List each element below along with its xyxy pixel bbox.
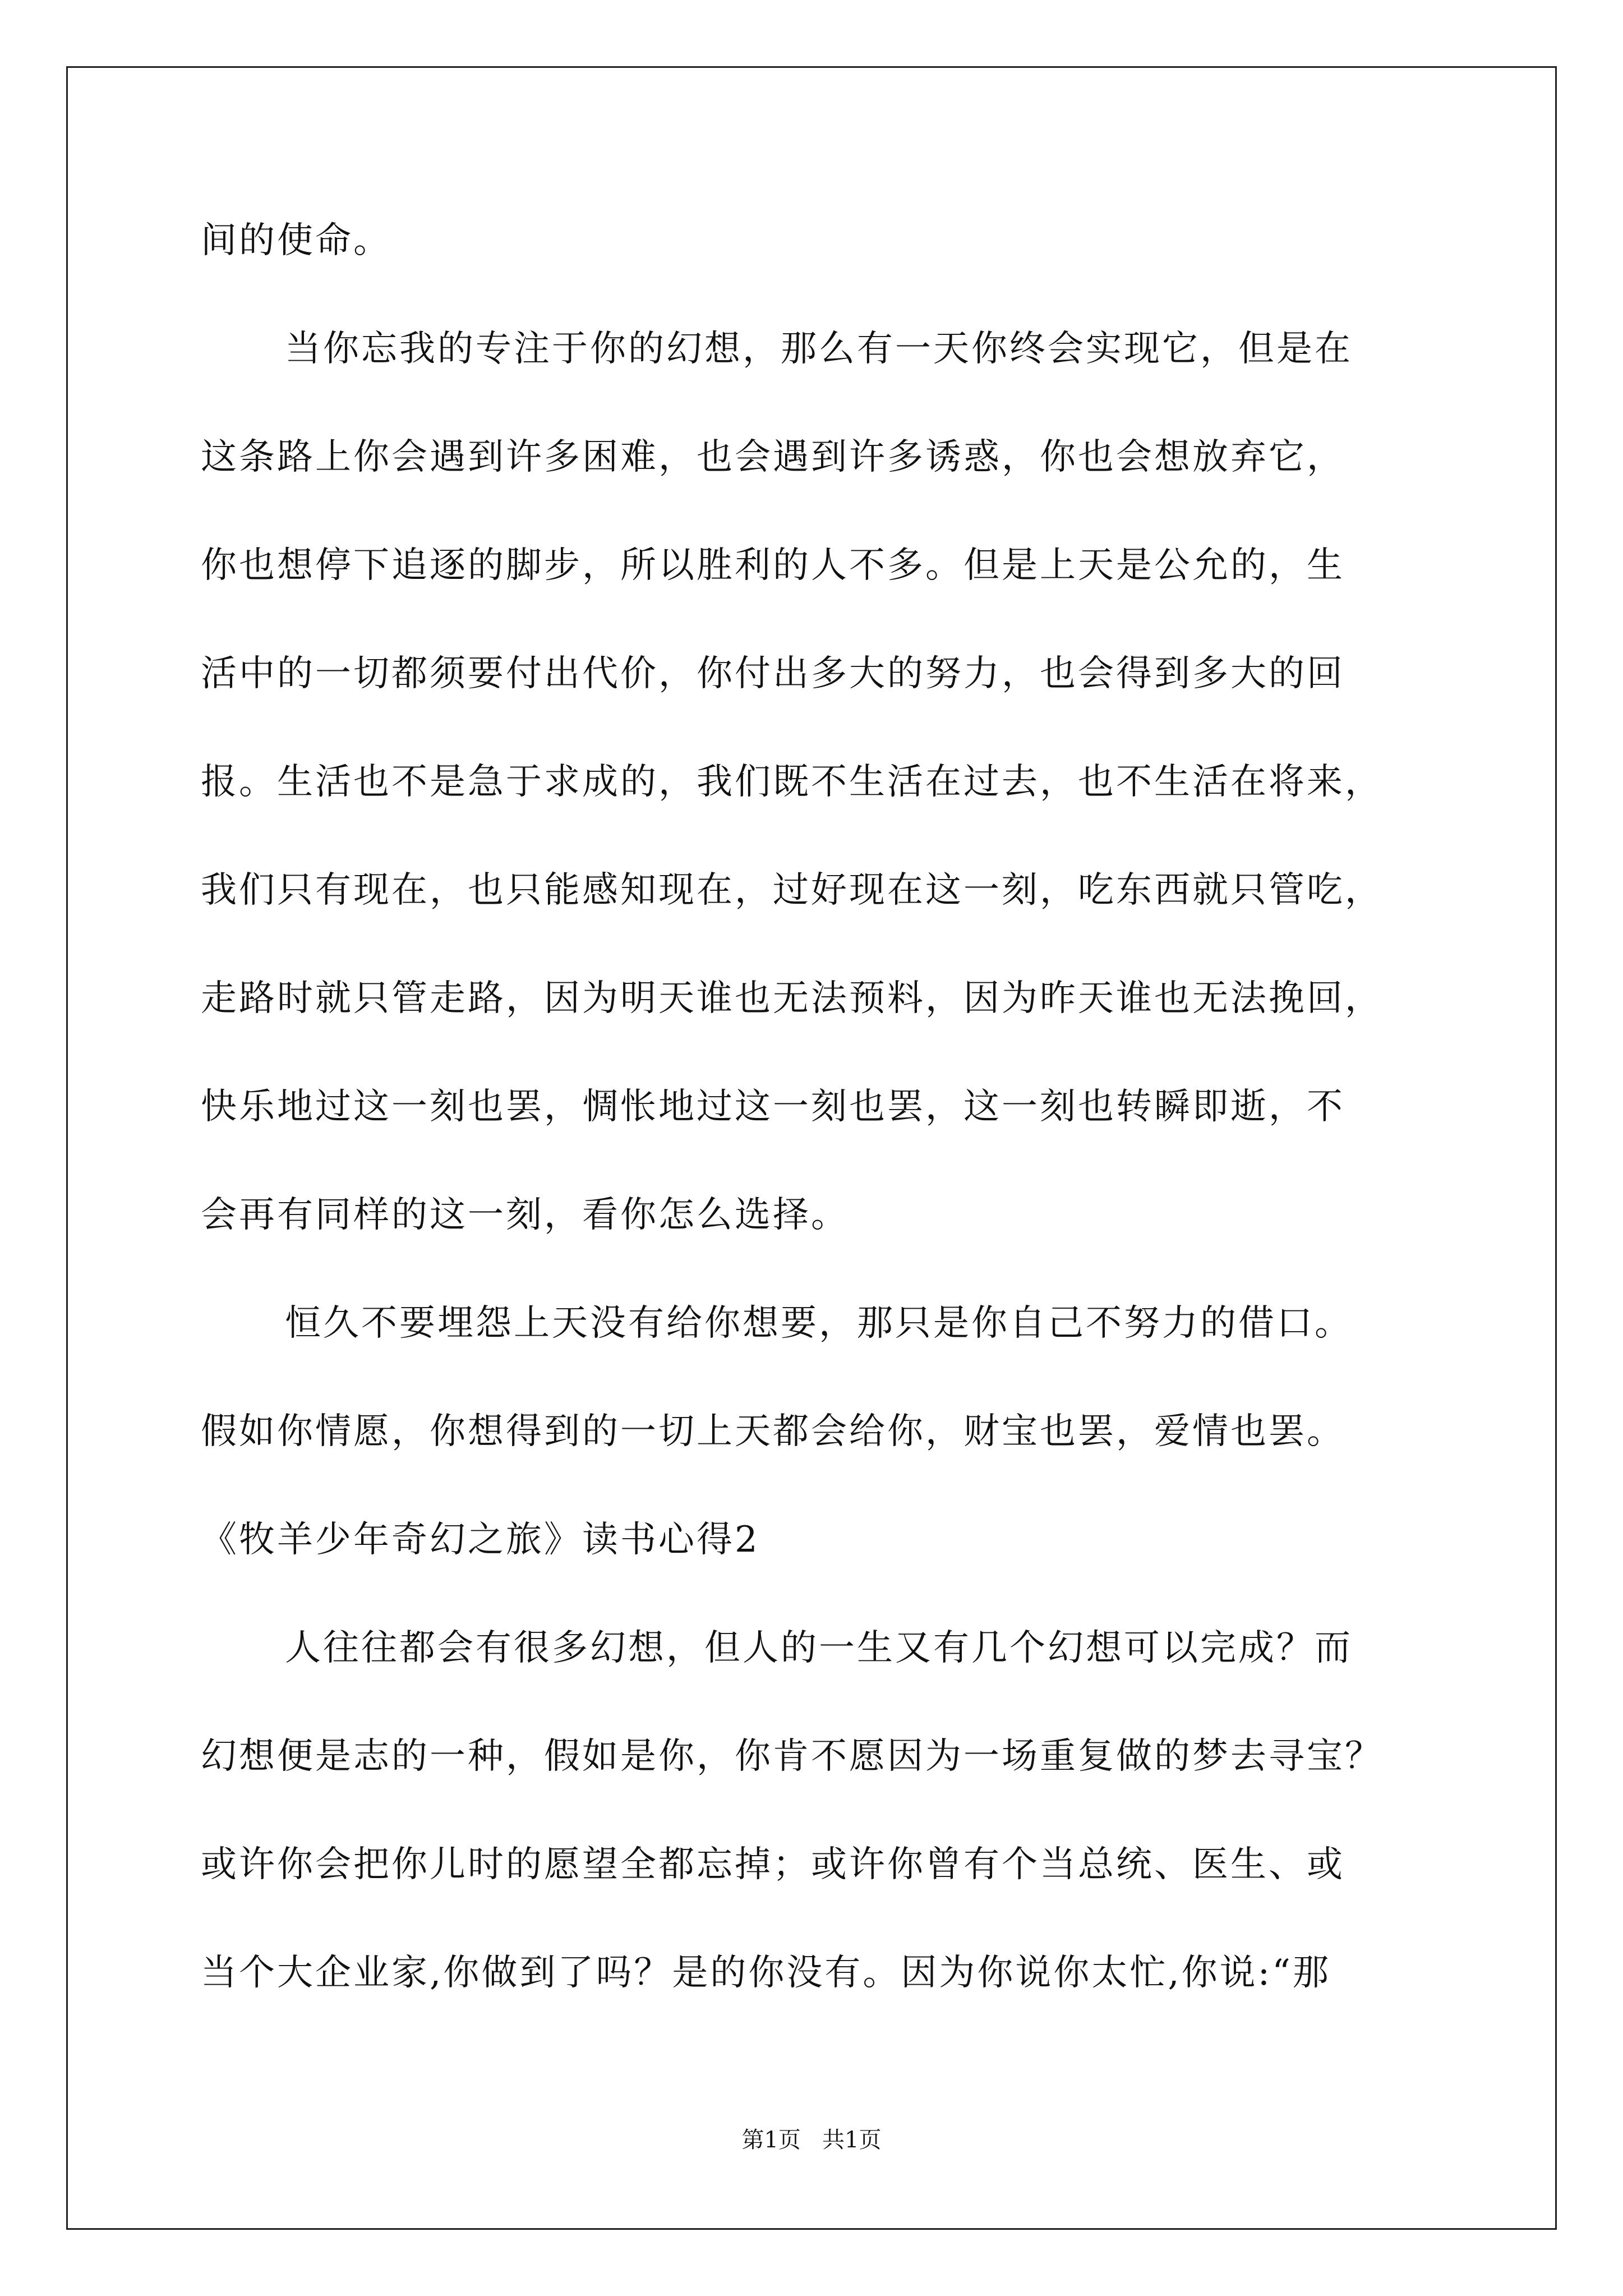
text-line: 间的使命。 xyxy=(201,220,391,261)
text-line: 报。生活也不是急于求成的，我们既不生活在过去，也不生活在将来， xyxy=(201,761,1383,803)
text-line: 这条路上你会遇到许多困难，也会遇到许多诱惑，你也会想放弃它， xyxy=(201,436,1345,478)
text-line: 恒久不要埋怨上天没有给你想要，那只是你自己不努力的借口。 xyxy=(285,1303,1353,1344)
text-line: 活中的一切都须要付出代价，你付出多大的努力，也会得到多大的回 xyxy=(201,653,1345,694)
text-line: 人往往都会有很多幻想，但人的一生又有几个幻想可以完成？而 xyxy=(285,1627,1353,1669)
text-line: 快乐地过这一刻也罢，惆怅地过这一刻也罢，这一刻也转瞬即逝，不 xyxy=(201,1086,1345,1128)
text-line: 你也想停下追逐的脚步，所以胜利的人不多。但是上天是公允的，生 xyxy=(201,545,1345,586)
text-line: 或许你会把你儿时的愿望全都忘掉；或许你曾有个当总统、医生、或 xyxy=(201,1844,1345,1885)
text-line: 幻想便是志的一种，假如是你，你肯不愿因为一场重复做的梦去寻宝？ xyxy=(201,1736,1383,1777)
document-body xyxy=(201,187,1435,2027)
section-heading: 《牧羊少年奇幻之旅》读书心得2 xyxy=(201,1519,760,1561)
text-line: 我们只有现在，也只能感知现在，过好现在这一刻，吃东西就只管吃， xyxy=(201,869,1383,911)
text-line: 假如你情愿，你想得到的一切上天都会给你，财宝也罢，爱情也罢。 xyxy=(201,1411,1345,1452)
page-footer: 第1页 共1页 xyxy=(741,2127,882,2153)
text-line: 当你忘我的专注于你的幻想，那么有一天你终会实现它，但是在 xyxy=(285,328,1353,370)
text-line: 当个大企业家,你做到了吗？是的你没有。因为你说你太忙,你说:“那 xyxy=(201,1952,1331,1994)
text-line: 会再有同样的这一刻，看你怎么选择。 xyxy=(201,1194,849,1236)
text-line: 走路时就只管走路，因为明天谁也无法预料，因为昨天谁也无法挽回， xyxy=(201,978,1383,1019)
